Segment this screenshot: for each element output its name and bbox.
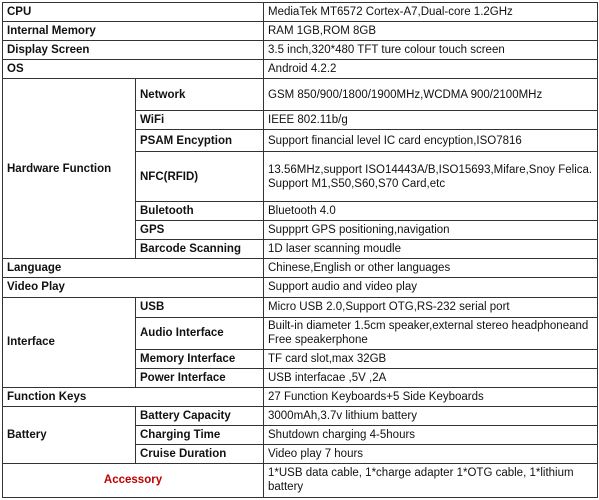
sub-label-cruise: Cruise Duration <box>136 444 264 463</box>
sub-value-capacity: 3000mAh,3.7v lithium battery <box>264 406 598 425</box>
row-label-display: Display Screen <box>3 41 264 60</box>
sub-label-nfc: NFC(RFID) <box>136 152 264 202</box>
sub-value-psam: Support financial level IC card encyption,ISO7816 <box>264 130 598 152</box>
sub-label-wifi: WiFi <box>136 111 264 130</box>
sub-label-barcode: Barcode Scanning <box>136 240 264 259</box>
row-value-memory: RAM 1GB,ROM 8GB <box>264 22 598 41</box>
sub-value-bluetooth: Bluetooth 4.0 <box>264 202 598 221</box>
table-row <box>3 22 598 41</box>
row-value-accessory: 1*USB data cable, 1*charge adapter 1*OTG cable, 1*lithium battery <box>264 463 598 497</box>
sub-value-barcode: 1D laser scanning moudle <box>264 240 598 259</box>
row-label-keys: Function Keys <box>3 387 264 406</box>
table-row <box>3 79 598 111</box>
table-row <box>3 387 598 406</box>
sub-value-usb: Micro USB 2.0,Support OTG,RS-232 serial port <box>264 297 598 317</box>
sub-value-gps: Suppprt GPS positioning,navigation <box>264 221 598 240</box>
sub-label-charging: Charging Time <box>136 425 264 444</box>
table-row <box>3 3 598 22</box>
table-row <box>3 259 598 278</box>
sub-value-wifi: IEEE 802.11b/g <box>264 111 598 130</box>
sub-value-memory-interface: TF card slot,max 32GB <box>264 349 598 368</box>
row-label-video: Video Play <box>3 278 264 297</box>
row-label-accessory: Accessory <box>3 463 264 497</box>
row-label-os: OS <box>3 60 264 79</box>
sub-label-power: Power Interface <box>136 368 264 387</box>
group-label-battery: Battery <box>3 406 136 463</box>
spec-table <box>2 2 598 498</box>
sub-label-gps: GPS <box>136 221 264 240</box>
sub-label-usb: USB <box>136 297 264 317</box>
sub-label-capacity: Battery Capacity <box>136 406 264 425</box>
table-row <box>3 463 598 497</box>
row-value-os: Android 4.2.2 <box>264 60 598 79</box>
row-value-keys: 27 Function Keyboards+5 Side Keyboards <box>264 387 598 406</box>
row-label-cpu: CPU <box>3 3 264 22</box>
sub-value-power: USB interfacae ,5V ,2A <box>264 368 598 387</box>
sub-value-charging: Shutdown charging 4-5hours <box>264 425 598 444</box>
sub-label-bluetooth: Buletooth <box>136 202 264 221</box>
row-value-display: 3.5 inch,320*480 TFT ture colour touch screen <box>264 41 598 60</box>
table-row <box>3 41 598 60</box>
sub-value-audio: Built-in diameter 1.5cm speaker,external stereo headphoneand Free speakerphone <box>264 317 598 349</box>
sub-label-network: Network <box>136 79 264 111</box>
table-row <box>3 278 598 297</box>
row-label-memory: Internal Memory <box>3 22 264 41</box>
sub-value-nfc: 13.56MHz,support ISO14443A/B,ISO15693,Mifare,Snoy Felica. Support M1,S50,S60,S70 Card,etc <box>264 152 598 202</box>
table-row <box>3 406 598 425</box>
sub-value-network: GSM 850/900/1800/1900MHz,WCDMA 900/2100MHz <box>264 79 598 111</box>
table-row <box>3 60 598 79</box>
sub-label-psam: PSAM Encyption <box>136 130 264 152</box>
group-label-hardware: Hardware Function <box>3 79 136 259</box>
row-value-cpu: MediaTek MT6572 Cortex-A7,Dual-core 1.2GHz <box>264 3 598 22</box>
row-value-language: Chinese,English or other languages <box>264 259 598 278</box>
sub-value-cruise: Video play 7 hours <box>264 444 598 463</box>
group-label-interface: Interface <box>3 297 136 387</box>
sub-label-audio: Audio Interface <box>136 317 264 349</box>
row-label-language: Language <box>3 259 264 278</box>
table-row <box>3 297 598 317</box>
row-value-video: Support audio and video play <box>264 278 598 297</box>
sub-label-memory-interface: Memory Interface <box>136 349 264 368</box>
